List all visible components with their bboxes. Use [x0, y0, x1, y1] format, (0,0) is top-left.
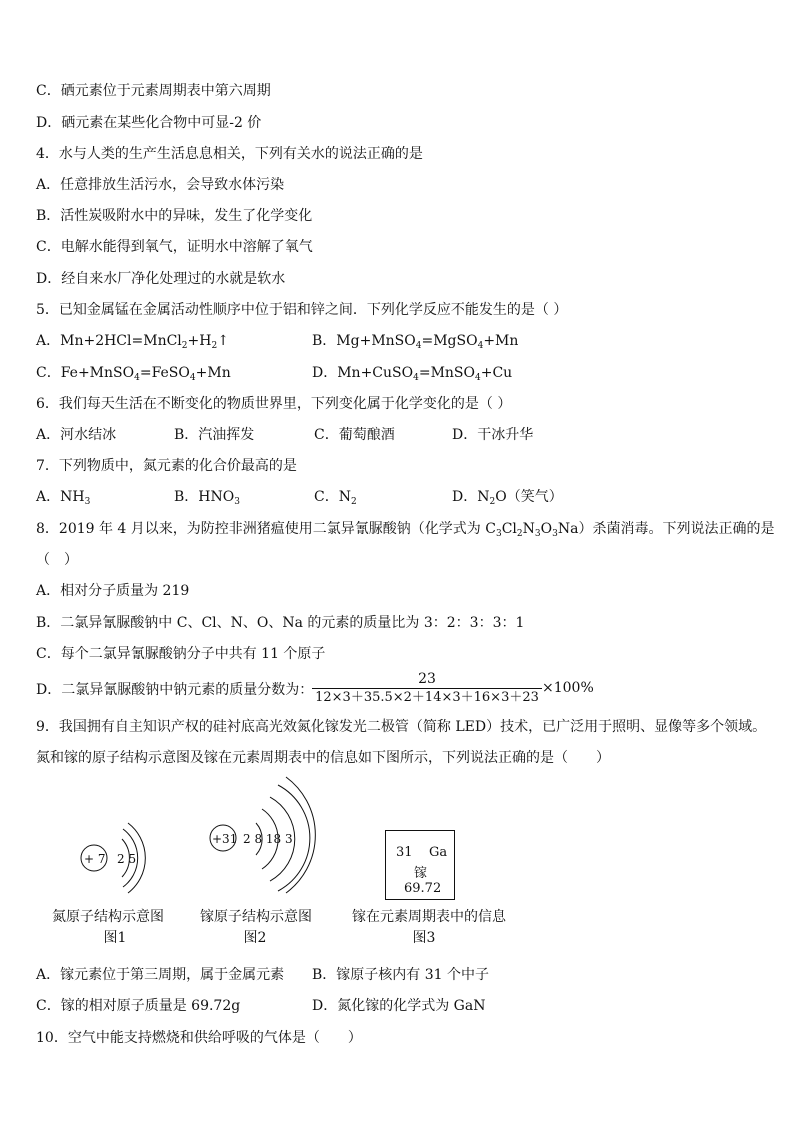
figure2-caption: 镓原子结构示意图	[200, 909, 312, 925]
q8-option-d: D．二氯异氰脲酸钠中钠元素的质量分数为：	[36, 682, 314, 698]
nitrogen-nucleus: + 7	[84, 852, 106, 866]
q9-option-d: D．氮化镓的化学式为 GaN	[312, 998, 486, 1014]
q6-option-b: B．汽油挥发	[174, 427, 255, 443]
question-8: 8．2019 年 4 月以来，为防控非洲猪瘟使用二氯异氰脲酸钠（化学式为 $C_3Cl_2N_3O_3Na$）杀菌消毒。下列说法正确的是	[36, 521, 775, 539]
question-7: 7．下列物质中，氮元素的化合价最高的是	[36, 458, 297, 474]
q8-option-c: C．每个二氯异氰脲酸钠分子中共有 11 个原子	[36, 646, 326, 662]
fraction-numerator: 23	[418, 671, 436, 687]
q5-option-b: B．Mg+MnSO$_4$=MgSO$_4$+Mn	[312, 333, 519, 351]
q6-option-c: C．葡萄酿酒	[314, 427, 395, 443]
question-6: 6．我们每天生活在不断变化的物质世界里，下列变化属于化学变化的是（ ）	[36, 396, 512, 412]
figure3-caption: 镓在元素周期表中的信息	[352, 909, 506, 925]
fraction-bar	[312, 688, 542, 689]
q5-option-d: D．Mn+CuSO$_4$=MnSO$_4$+Cu	[312, 365, 513, 383]
q4-option-b: B．活性炭吸附水中的异味，发生了化学变化	[36, 208, 313, 224]
nitrogen-shells: 2 5	[117, 852, 137, 866]
question-9-line1: 9．我国拥有自主知识产权的硅衬底高光效氮化镓发光二极管（简称 LED）技术，已广泛用于照明、显像等多个领域。	[36, 719, 767, 735]
element-symbol: Ga	[429, 845, 448, 860]
q4-option-d: D．经自来水厂净化处理过的水就是软水	[36, 271, 286, 287]
figure2-label: 图2	[243, 930, 267, 946]
q5-option-c: C．Fe+MnSO$_4$=FeSO$_4$+Mn	[36, 365, 231, 383]
q7-option-b: B．$HNO_3$	[174, 489, 240, 507]
option-c: C．硒元素位于元素周期表中第六周期	[36, 83, 271, 99]
q9-option-b: B．镓原子核内有 31 个中子	[312, 967, 490, 983]
q8-option-b: B．二氯异氰脲酸钠中 C、Cl、N、O、Na 的元素的质量比为 3：2：3：3：1	[36, 615, 525, 631]
question-10: 10．空气中能支持燃烧和供给呼吸的气体是（ ）	[36, 1030, 362, 1046]
figure1-label: 图1	[103, 930, 127, 946]
q7-option-a: A．$NH_3$	[36, 489, 91, 507]
gallium-shells: 2 8 18 3	[243, 832, 293, 846]
figure1-caption: 氮原子结构示意图	[52, 909, 164, 925]
fraction-denominator: 12×3＋35.5×2＋14×3＋16×3＋23	[315, 690, 539, 705]
option-d: D．硒元素在某些化合物中可显-2 价	[36, 115, 262, 131]
question-4: 4．水与人类的生产生活息息相关，下列有关水的说法正确的是	[36, 146, 423, 162]
periodic-table-cell	[385, 830, 455, 900]
q9-option-c: C．镓的相对原子质量是 69.72g	[36, 998, 241, 1014]
question-9-line2: 氮和镓的原子结构示意图及镓在元素周期表中的信息如下图所示，下列说法正确的是（ ）	[36, 750, 610, 766]
atomic-mass: 69.72	[404, 881, 442, 896]
q5-option-a: A．$Mn+2HCl=MnCl_2+H_2↑$	[36, 333, 229, 351]
q7-option-d: D．$N_2O$（笑气）	[452, 489, 563, 507]
percent-factor: ×100%	[542, 680, 594, 696]
mass-fraction	[312, 671, 542, 706]
q4-option-c: C．电解水能得到氧气，证明水中溶解了氧气	[36, 239, 313, 255]
q8-option-a: A．相对分子质量为 219	[36, 583, 190, 599]
q9-option-a: A．镓元素位于第三周期，属于金属元素	[36, 967, 285, 983]
atomic-number: 31	[396, 845, 413, 860]
question-8-paren: （ ）	[36, 552, 78, 568]
q6-option-d: D．干冰升华	[452, 427, 534, 443]
element-name: 镓	[414, 866, 428, 881]
q7-option-c: C．$N_2$	[314, 489, 357, 507]
q4-option-a: A．任意排放生活污水，会导致水体污染	[36, 177, 285, 193]
question-5: 5．已知金属锰在金属活动性顺序中位于铝和锌之间．下列化学反应不能发生的是（ ）	[36, 302, 568, 318]
gallium-nucleus: +31	[212, 832, 238, 846]
figure3-label: 图3	[412, 930, 436, 946]
q6-option-a: A．河水结冰	[36, 427, 117, 443]
